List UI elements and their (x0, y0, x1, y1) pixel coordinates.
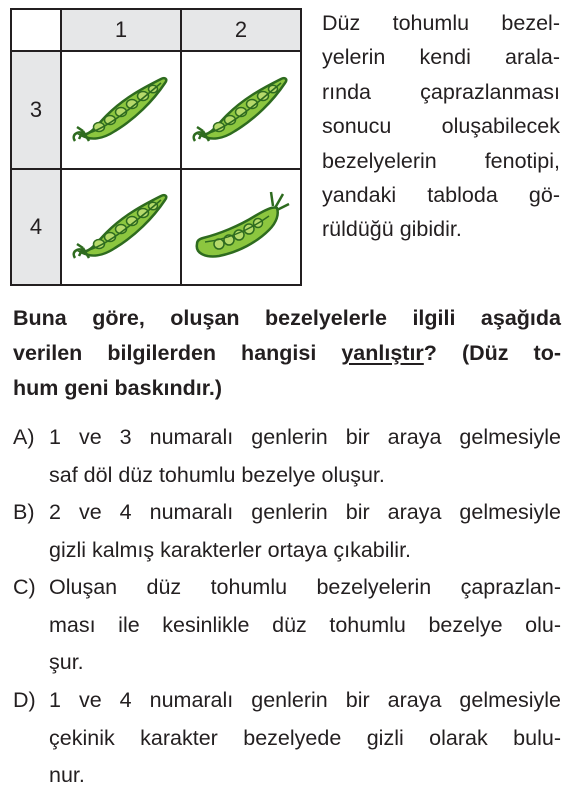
option-line: nur. (49, 763, 85, 787)
option-letter: A) (13, 425, 35, 449)
smooth-pea-pod-icon (189, 69, 293, 151)
option-line: 1 ve 4 numaralı genlerin bir araya gelmesiyle (49, 688, 561, 712)
intro-line: Düz tohumlu bezel- (322, 11, 560, 35)
row-header-3 (10, 50, 62, 170)
question-emphasis: yanlıştır (341, 341, 424, 365)
table-cell-4-2 (180, 168, 302, 286)
smooth-pea-pod-icon (69, 69, 173, 151)
question-stem (13, 301, 561, 406)
intro-text (322, 6, 560, 247)
intro-line: rında çaprazlanması (322, 79, 560, 104)
smooth-pea-pod-icon (69, 186, 173, 268)
punnett-table (10, 8, 302, 286)
question-line (13, 336, 561, 371)
option-letter: D) (13, 688, 36, 712)
wrinkled-pea-pod-icon (189, 186, 293, 268)
question-text: verilen bilgilerden hangisi (13, 341, 342, 365)
question-line: Buna göre, oluşan bezelyelerle ilgili aşağıda (13, 306, 561, 330)
question-line: hum geni baskındır.) (13, 376, 223, 400)
column-header-1 (60, 8, 182, 52)
column-header-2 (180, 8, 302, 52)
row-header-label: 3 (29, 97, 43, 122)
table-corner-cell (10, 8, 62, 52)
option-line: 2 ve 4 numaralı genlerin bir araya gelmesiyle (49, 500, 561, 524)
question-text: ? (Düz to- (423, 341, 561, 365)
table-cell-3-2 (180, 50, 302, 170)
intro-line: yelerin kendi arala- (322, 45, 560, 70)
row-header-4 (10, 168, 62, 286)
intro-line: sonucu oluşabilecek (322, 114, 560, 139)
option-letter: B) (13, 500, 35, 524)
option-line: Oluşan düz tohumlu bezelyelerin çaprazlan- (49, 575, 561, 599)
intro-line: yandaki tabloda gö- (322, 183, 560, 208)
option-line: çekinik karakter bezelyede gizli olarak bulu- (49, 725, 561, 750)
option-line: şur. (49, 650, 84, 674)
column-header-label: 1 (114, 17, 128, 42)
table-cell-4-1 (60, 168, 182, 286)
option-line: ması ile kesinlikle düz tohumlu bezelye olu- (49, 612, 561, 637)
table-cell-3-1 (60, 50, 182, 170)
column-header-label: 2 (234, 17, 248, 42)
row-header-label: 4 (29, 214, 43, 239)
option-line: gizli kalmış karakterler ortaya çıkabilir. (49, 537, 412, 562)
option-line: saf döl düz tohumlu bezelye oluşur. (49, 462, 385, 487)
intro-line: rüldüğü gibidir. (322, 217, 462, 242)
option-letter: C) (13, 575, 36, 599)
option-line: 1 ve 3 numaralı genlerin bir araya gelmesiyle (49, 425, 561, 449)
intro-line: bezelyelerin fenotipi, (322, 148, 560, 173)
